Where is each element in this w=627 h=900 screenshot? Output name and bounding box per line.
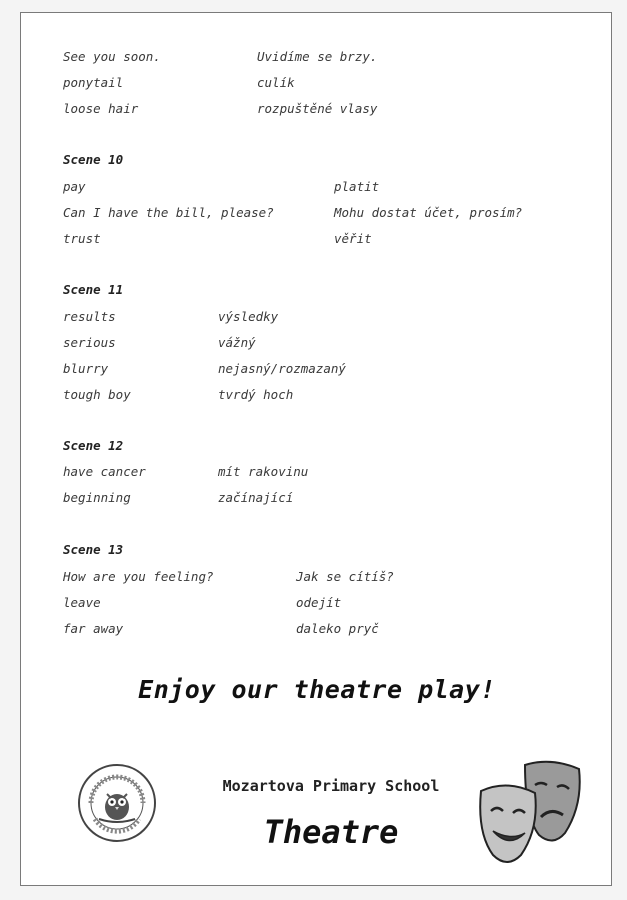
- english-term: How are you feeling?: [63, 569, 214, 584]
- czech-term: Uvidíme se brzy.: [257, 49, 378, 64]
- english-term: blurry: [63, 361, 109, 376]
- enjoy-banner: Enjoy our theatre play!: [138, 675, 496, 704]
- czech-term: vážný: [218, 335, 256, 350]
- czech-term: rozpuštěné vlasy: [257, 101, 378, 116]
- czech-term: věřit: [334, 231, 372, 246]
- english-term: See you soon.: [63, 49, 161, 64]
- scene-heading: Scene 10: [63, 152, 124, 167]
- english-term: Can I have the bill, please?: [63, 205, 274, 220]
- english-term: beginning: [63, 490, 131, 505]
- english-term: pay: [63, 179, 86, 194]
- czech-term: tvrdý hoch: [218, 387, 294, 402]
- school-name: Mozartova Primary School: [222, 777, 440, 795]
- scene-heading: Scene 11: [63, 282, 124, 297]
- english-term: have cancer: [63, 464, 146, 479]
- theatre-title: Theatre: [263, 813, 399, 851]
- czech-term: výsledky: [218, 309, 279, 324]
- czech-term: platit: [334, 179, 380, 194]
- english-term: far away: [63, 621, 124, 636]
- theatre-masks-icon: [473, 755, 591, 875]
- czech-term: odejít: [296, 595, 342, 610]
- english-term: leave: [63, 595, 101, 610]
- english-term: serious: [63, 335, 116, 350]
- czech-term: Mohu dostat účet, prosím?: [334, 205, 523, 220]
- english-term: trust: [63, 231, 101, 246]
- czech-term: mít rakovinu: [218, 464, 309, 479]
- scene-heading: Scene 12: [63, 438, 124, 453]
- english-term: loose hair: [63, 101, 139, 116]
- school-owl-logo-icon: [77, 763, 157, 847]
- english-term: tough boy: [63, 387, 131, 402]
- czech-term: culík: [257, 75, 295, 90]
- english-term: results: [63, 309, 116, 324]
- czech-term: daleko pryč: [296, 621, 379, 636]
- english-term: ponytail: [63, 75, 124, 90]
- document-page: [20, 12, 612, 886]
- czech-term: začínající: [218, 490, 294, 505]
- czech-term: Jak se cítíš?: [296, 569, 394, 584]
- scene-heading: Scene 13: [63, 542, 124, 557]
- czech-term: nejasný/rozmazaný: [218, 361, 346, 376]
